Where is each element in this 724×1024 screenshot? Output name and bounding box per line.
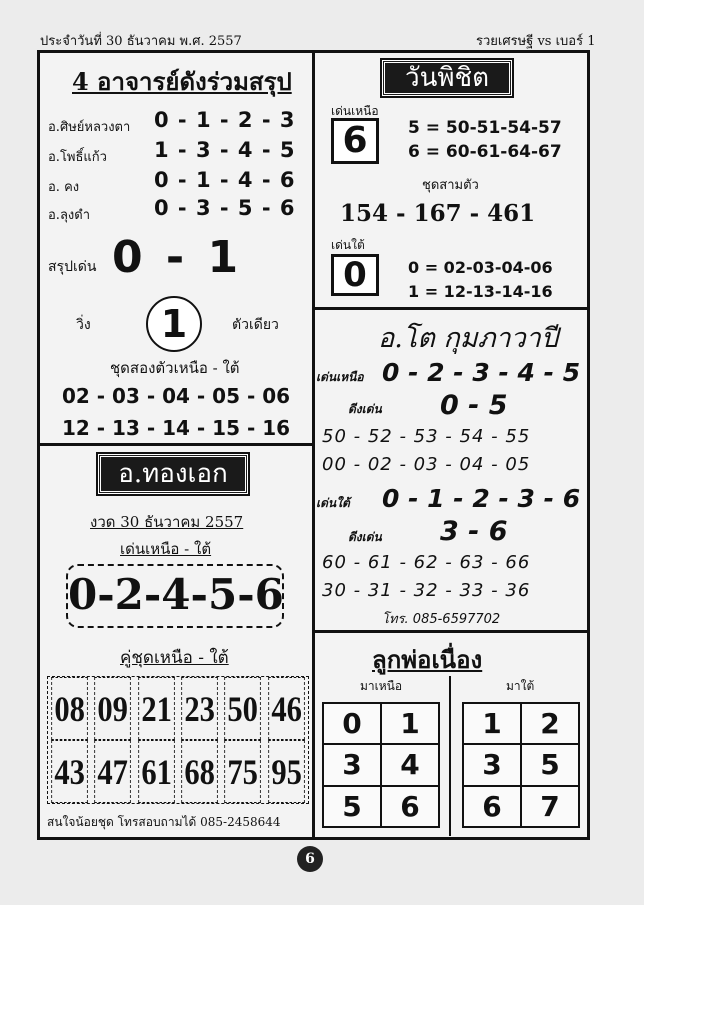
four-masters-title: 4 อาจารย์ดังร่วมสรุป (72, 67, 292, 96)
master-numbers-3: 0 - 1 - 4 - 6 (154, 168, 296, 192)
pair-cell: 46 (268, 677, 305, 740)
north-digit-cell: 0 (323, 703, 381, 744)
thong-ek-pairs-grid (47, 676, 309, 804)
wanpichit-title: วันพิชิต (382, 60, 512, 96)
to-north-value: 0 - 2 - 3 - 4 - 5 (382, 358, 581, 387)
three-digit-value: 154 - 167 - 461 (340, 200, 536, 227)
luk-po-divider (449, 676, 451, 836)
to-north-row-2: 00 - 02 - 03 - 04 - 05 (322, 454, 531, 475)
thong-ek-north-south: เด่นเหนือ - ใต้ (120, 540, 212, 558)
south-digit-cell: 5 (521, 744, 579, 785)
pair-cell: 61 (138, 740, 175, 803)
pairs-row-2: 12 - 13 - 14 - 15 - 16 (62, 416, 291, 440)
north-digit-cell: 6 (381, 786, 439, 827)
to-north-pair-label: ดีงเด่น (348, 402, 382, 416)
single-label: ตัวเดียว (232, 317, 279, 333)
master-name-1: อ.ศิษย์หลวงตา (48, 120, 131, 135)
pairs-row-1: 02 - 03 - 04 - 05 - 06 (62, 384, 291, 408)
pair-cell: 23 (181, 677, 218, 740)
south-digit-cell: 6 (463, 786, 521, 827)
pair-cell: 95 (268, 740, 305, 803)
thong-ek-main-value: 0-2-4-5-6 (66, 564, 284, 628)
luk-po-south-label: มาใต้ (506, 679, 535, 693)
pair-cell: 43 (51, 740, 88, 803)
to-phone: โทร. 085-6597702 (382, 612, 501, 627)
run-digit-circle: 1 (146, 296, 202, 352)
right-divider-1 (313, 307, 588, 310)
magazine-name-header: รวยเศรษฐี vs เบอร์ 1 (476, 34, 596, 49)
luk-po-north-grid (322, 702, 440, 828)
south-digit-cell: 2 (521, 703, 579, 744)
right-divider-2 (313, 630, 588, 633)
to-north-label: เด่นเหนือ (316, 370, 364, 384)
thong-ek-contact: สนใจน้อยชุด โทรสอบถามได้ 085-2458644 (47, 815, 281, 829)
page-date-header: ประจำวันที่ 30 ธันวาคม พ.ศ. 2557 (40, 34, 242, 49)
south-digit-cell: 1 (463, 703, 521, 744)
north-digit-cell: 3 (323, 744, 381, 785)
pair-cell: 08 (51, 677, 88, 740)
master-numbers-4: 0 - 3 - 5 - 6 (154, 196, 296, 220)
to-north-pair-value: 0 - 5 (440, 390, 508, 421)
pairs-label: ชุดสองตัวเหนือ - ใต้ (110, 359, 240, 377)
luk-po-south-grid (462, 702, 580, 828)
thong-ek-pairs-label: คู่ชุดเหนือ - ใต้ (120, 648, 229, 668)
wanpichit-top-label: เด่นเหนือ (331, 104, 379, 118)
master-name-4: อ.ลุงดำ (48, 208, 90, 223)
wanpichit-top-line-1: 5 = 50-51-54-57 (408, 118, 562, 138)
to-north-row-1: 50 - 52 - 53 - 54 - 55 (322, 426, 531, 447)
to-south-label: เด่นใต้ (316, 496, 350, 510)
thong-ek-title: อ.ทองเอก (98, 454, 248, 494)
to-south-pair-label: ดีงเด่น (348, 530, 382, 544)
run-label: วิ่ง (76, 317, 91, 333)
three-digit-label: ชุดสามตัว (422, 178, 479, 193)
to-south-row-1: 60 - 61 - 62 - 63 - 66 (322, 552, 531, 573)
north-digit-cell: 5 (323, 786, 381, 827)
to-south-value: 0 - 1 - 2 - 3 - 6 (382, 484, 581, 513)
master-numbers-2: 1 - 3 - 4 - 5 (154, 138, 296, 162)
north-digit-cell: 1 (381, 703, 439, 744)
thong-ek-date: งวด 30 ธันวาคม 2557 (90, 513, 244, 531)
master-name-3: อ. คง (48, 180, 80, 195)
master-name-2: อ.โพธิ์แก้ว (48, 150, 107, 165)
master-numbers-1: 0 - 1 - 2 - 3 (154, 108, 296, 132)
luk-po-title: ลูกพ่อเนื่อง (372, 645, 483, 674)
to-south-pair-value: 3 - 6 (440, 516, 508, 547)
wanpichit-top-digit: 6 (331, 118, 379, 164)
wanpichit-top-line-2: 6 = 60-61-64-67 (408, 142, 562, 162)
to-south-row-2: 30 - 31 - 32 - 33 - 36 (322, 580, 531, 601)
pair-cell: 50 (225, 677, 262, 740)
summary-label: สรุปเด่น (48, 259, 97, 275)
summary-value: 0 - 1 (112, 232, 243, 283)
wanpichit-bottom-digit: 0 (331, 254, 379, 296)
wanpichit-bottom-line-2: 1 = 12-13-14-16 (408, 282, 553, 301)
pair-cell: 75 (225, 740, 262, 803)
south-digit-cell: 3 (463, 744, 521, 785)
left-divider (39, 443, 313, 446)
pair-cell: 21 (138, 677, 175, 740)
luk-po-north-label: มาเหนือ (360, 679, 403, 693)
wanpichit-bottom-label: เด่นใต้ (331, 238, 365, 252)
pair-cell: 09 (95, 677, 132, 740)
south-digit-cell: 7 (521, 786, 579, 827)
wanpichit-bottom-line-1: 0 = 02-03-04-06 (408, 258, 553, 277)
pair-cell: 68 (181, 740, 218, 803)
to-title: อ.โต กุมภาวาปี (378, 323, 558, 354)
pair-cell: 47 (95, 740, 132, 803)
north-digit-cell: 4 (381, 744, 439, 785)
page-number-badge: 6 (297, 846, 323, 872)
